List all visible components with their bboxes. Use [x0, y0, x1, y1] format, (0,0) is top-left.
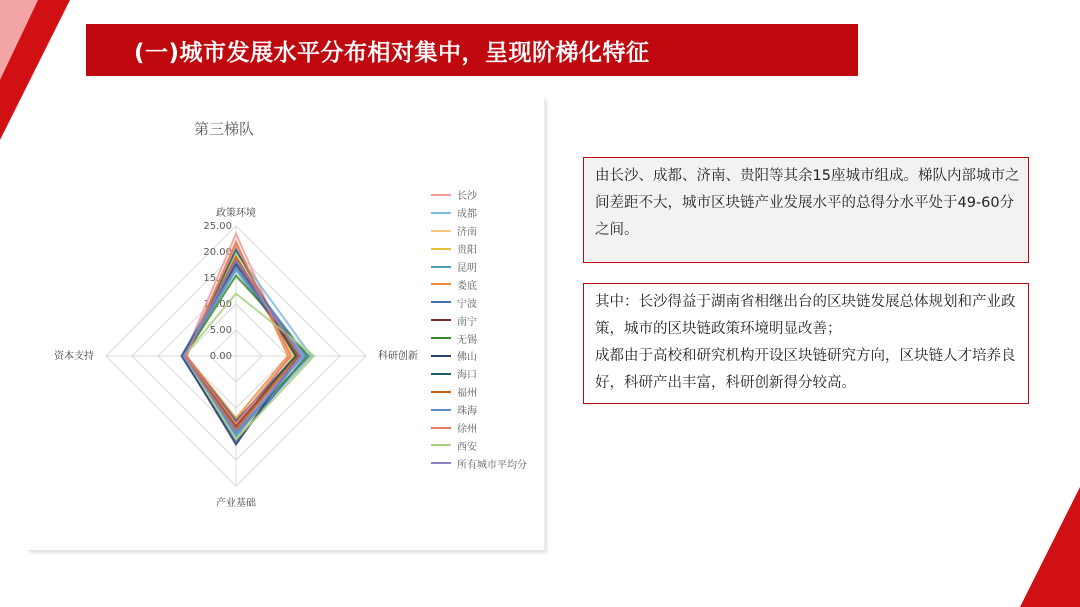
- legend-item: [431, 401, 527, 419]
- legend-swatch: [431, 427, 451, 429]
- legend-label: 徐州: [457, 424, 477, 436]
- radar-axis-label: 政策环境: [216, 208, 256, 219]
- radar-chart-panel: [28, 98, 545, 551]
- legend-swatch: [431, 230, 451, 232]
- legend-item: [431, 383, 527, 401]
- legend-item: [431, 240, 527, 258]
- legend-item: [431, 329, 527, 347]
- summary-text: 由长沙、成都、济南、贵阳等其余15座城市组成。梯队内部城市之间差距不大，城市区块链产业发展水平的总得分水平处于49-60分之间。: [595, 168, 1020, 238]
- legend-label: 西安: [457, 441, 477, 453]
- legend-label: 所有城市平均分: [457, 459, 527, 471]
- radar-series-南宁: [185, 260, 296, 426]
- slide-title: (一)城市发展水平分布相对集中，呈现阶梯化特征: [86, 24, 858, 76]
- legend-swatch: [431, 301, 451, 303]
- legend-item: [431, 204, 527, 222]
- radar-axis-label: 产业基础: [216, 498, 256, 509]
- legend-label: 济南: [457, 227, 477, 239]
- legend-item: [431, 311, 527, 329]
- legend-label: 昆明: [457, 263, 477, 274]
- radar-tick-label: 25.00: [203, 221, 232, 232]
- chart-legend: [431, 186, 527, 472]
- chart-title: 第三梯队: [193, 120, 254, 138]
- legend-label: 长沙: [457, 191, 477, 203]
- radar-tick-label: 15.00: [203, 273, 232, 284]
- legend-item: [431, 275, 527, 293]
- summary-text-box: [583, 157, 1029, 263]
- radar-tick-label: 0.00: [209, 351, 232, 362]
- legend-swatch: [431, 266, 451, 268]
- detail-paragraph-changsha: 其中：长沙得益于湖南省相继出台的区块链发展总体规划和产业政策，城市的区块链政策环境明显改善；: [595, 294, 1016, 337]
- legend-item: [431, 222, 527, 240]
- legend-swatch: [431, 444, 451, 446]
- legend-label: 佛山: [457, 352, 477, 364]
- detail-paragraph-chengdu: 成都由于高校和研究机构开设区块链研究方向，区块链人才培养良好，科研产出丰富，科研创新得分较高。: [595, 348, 1016, 391]
- legend-swatch: [431, 391, 451, 393]
- legend-item: [431, 436, 527, 454]
- legend-label: 海口: [457, 370, 477, 382]
- legend-label: 成都: [457, 209, 477, 221]
- radar-tick-label: 5.00: [209, 325, 232, 336]
- legend-swatch: [431, 409, 451, 411]
- radar-axis-label: 资本支持: [54, 351, 94, 362]
- legend-swatch: [431, 319, 451, 321]
- legend-label: 南宁: [457, 316, 477, 328]
- legend-swatch: [431, 212, 451, 214]
- radar-tick-label: 20.00: [203, 247, 232, 258]
- radar-tick-label: 10.00: [203, 299, 232, 310]
- legend-label: 珠海: [457, 406, 477, 418]
- legend-swatch: [431, 248, 451, 250]
- legend-swatch: [431, 283, 451, 285]
- radar-axis-label: 科研创新: [378, 351, 418, 362]
- corner-decoration-bottom-right: [1010, 487, 1080, 607]
- legend-label: 贵阳: [457, 245, 477, 257]
- legend-swatch: [431, 194, 451, 196]
- legend-label: 无锡: [457, 334, 477, 346]
- legend-item: [431, 454, 527, 472]
- legend-item: [431, 347, 527, 365]
- legend-label: 娄底: [457, 280, 477, 292]
- legend-item: [431, 186, 527, 204]
- legend-swatch: [431, 355, 451, 357]
- detail-text-box: [583, 283, 1029, 404]
- legend-item: [431, 365, 527, 383]
- legend-label: 福州: [457, 388, 477, 400]
- legend-swatch: [431, 337, 451, 339]
- legend-item: [431, 293, 527, 311]
- legend-label: 宁波: [457, 298, 477, 310]
- legend-swatch: [431, 462, 451, 464]
- legend-item: [431, 419, 527, 437]
- legend-item: [431, 258, 527, 276]
- legend-swatch: [431, 373, 451, 375]
